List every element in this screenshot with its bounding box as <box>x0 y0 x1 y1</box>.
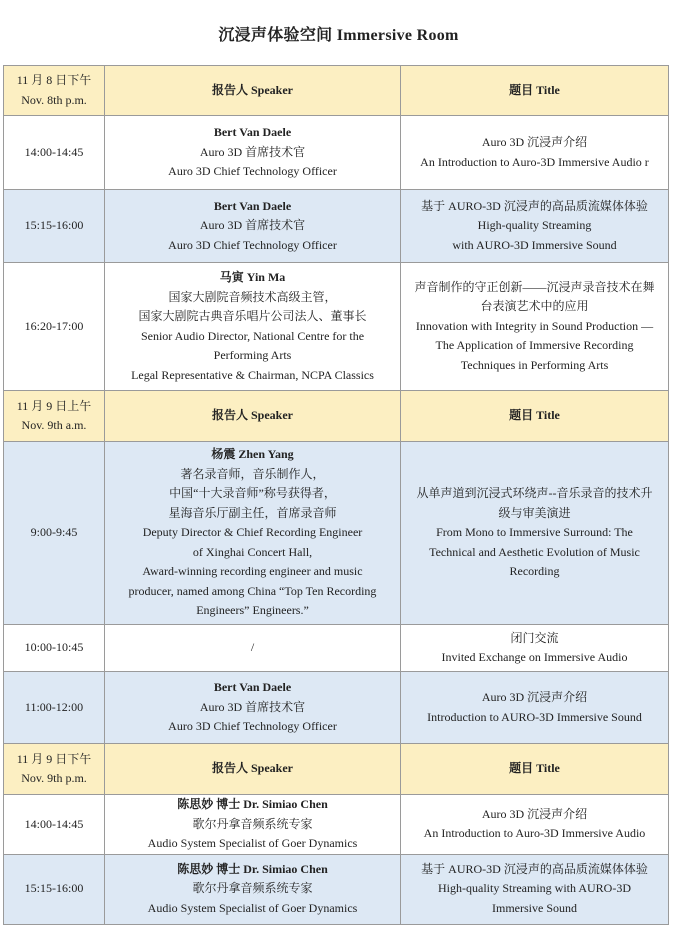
speaker-detail-line: Deputy Director & Chief Recording Engineer <box>142 525 363 540</box>
speaker-detail-line: Auro 3D 首席技术官 <box>199 699 306 714</box>
speaker-name: 陈思妙 博士 Dr. Simiao Chen <box>177 861 328 876</box>
speaker-name: 马寅 Yin Ma <box>219 270 286 284</box>
topic-cell <box>401 795 669 855</box>
topic-line: Recording <box>509 564 560 579</box>
speaker-cell <box>105 854 401 924</box>
topic-cell <box>401 263 669 391</box>
speaker-cell <box>105 672 401 744</box>
topic-cell <box>401 116 669 190</box>
topic-cell <box>401 672 669 744</box>
session-date-cn: 11 月 8 日下午 <box>16 73 92 87</box>
speaker-detail-line: Auro 3D Chief Technology Officer <box>168 237 337 252</box>
session-date-cn: 11 月 9 日上午 <box>16 398 92 413</box>
speaker-detail-line: Engineers” Engineers.” <box>196 603 309 618</box>
time-slot: 15:15-16:00 <box>4 190 105 263</box>
speaker-detail-line: 歌尔丹拿音频系统专家 <box>192 816 313 831</box>
time-slot: 10:00-10:45 <box>4 625 105 672</box>
topic-cell <box>401 190 669 263</box>
speaker-detail-line: Auro 3D 首席技术官 <box>199 144 306 159</box>
speaker-detail-line: Senior Audio Director, National Centre for the <box>140 328 365 343</box>
speaker-cell <box>105 116 401 190</box>
topic-line: Auro 3D 沉浸声介绍 <box>481 690 588 704</box>
session-date-cell <box>4 66 105 116</box>
topic-cell <box>401 442 669 625</box>
speaker-detail-line: 国家大剧院音频技术高级主管， <box>168 289 337 304</box>
speaker-name: Bert Van Daele <box>213 680 292 695</box>
session-date-cn: 11 月 9 日下午 <box>16 751 92 766</box>
schedule-row <box>4 190 669 263</box>
topic-line: 从单声道到沉浸式环绕声--音乐录音的技术升 <box>416 486 653 501</box>
topic-line: Innovation with Integrity in Sound Production — <box>415 318 654 333</box>
topic-line: Invited Exchange on Immersive Audio <box>441 650 628 664</box>
schedule-row <box>4 263 669 391</box>
topic-line: 级与审美演进 <box>498 505 571 520</box>
topic-line: An Introduction to Auro-3D Immersive Audio <box>423 826 646 841</box>
speaker-detail-line: 中国“十大录音师”称号获得者， <box>169 486 336 501</box>
speaker-detail-line: 著名录音师，音乐制作人， <box>180 466 325 481</box>
speaker-detail-line: 歌尔丹拿音频系统专家 <box>192 881 313 896</box>
topic-column-header: 题目 Title <box>401 744 669 795</box>
speaker-name: Bert Van Daele <box>213 125 292 140</box>
topic-line: 基于 AURO-3D 沉浸声的高品质流媒体体验 <box>421 861 648 876</box>
speaker-cell <box>105 190 401 263</box>
topic-line: From Mono to Immersive Surround: The <box>436 525 633 540</box>
session-date-en: Nov. 9th a.m. <box>21 418 87 432</box>
speaker-name: 陈思妙 博士 Dr. Simiao Chen <box>177 797 328 811</box>
topic-line: 声音制作的守正创新——沉浸声录音技术在舞 <box>414 279 655 294</box>
schedule-row <box>4 442 669 625</box>
topic-line: High-quality Streaming <box>477 218 592 233</box>
speaker-detail-line: / <box>250 640 255 655</box>
schedule-row <box>4 672 669 744</box>
schedule-row <box>4 854 669 924</box>
session-date-en: Nov. 8th p.m. <box>21 92 87 107</box>
topic-line: 基于 AURO-3D 沉浸声的高品质流媒体体验 <box>421 198 648 213</box>
topic-line: 闭门交流 <box>510 630 559 645</box>
speaker-name: 杨震 Zhen Yang <box>211 447 294 462</box>
topic-cell <box>401 854 669 924</box>
topic-column-header: 题目 Title <box>401 66 669 116</box>
topic-line: Techniques in Performing Arts <box>460 357 609 372</box>
schedule-row <box>4 116 669 190</box>
speaker-detail-line: Audio System Specialist of Goer Dynamics <box>147 836 358 850</box>
time-slot: 14:00-14:45 <box>4 795 105 855</box>
section-header-row <box>4 66 669 116</box>
speaker-name: Bert Van Daele <box>213 198 292 213</box>
speaker-column-header: 报告人 Speaker <box>105 391 401 442</box>
topic-line: Introduction to AURO-3D Immersive Sound <box>427 709 642 724</box>
topic-line: Auro 3D 沉浸声介绍 <box>481 135 588 149</box>
speaker-detail-line: Auro 3D Chief Technology Officer <box>168 719 337 734</box>
speaker-detail-line: 国家大剧院古典音乐唱片公司法人、董事长 <box>138 309 367 323</box>
speaker-detail-line: Performing Arts <box>213 348 292 362</box>
speaker-cell <box>105 442 401 625</box>
section-header-row <box>4 391 669 442</box>
speaker-detail-line: Legal Representative & Chairman, NCPA Classics <box>131 367 374 382</box>
schedule-row <box>4 625 669 672</box>
topic-line: with AURO-3D Immersive Sound <box>452 237 617 252</box>
speaker-detail-line: Auro 3D 首席技术官 <box>199 218 306 233</box>
topic-cell <box>401 625 669 672</box>
time-slot: 14:00-14:45 <box>4 116 105 190</box>
speaker-detail-line: of Xinghai Concert Hall, <box>192 544 313 559</box>
speaker-cell <box>105 625 401 672</box>
speaker-column-header: 报告人 Speaker <box>105 744 401 795</box>
topic-line: Immersive Sound <box>492 900 577 915</box>
speaker-detail-line: Auro 3D Chief Technology Officer <box>168 164 337 179</box>
speaker-detail-line: Award-winning recording engineer and music <box>142 564 363 579</box>
topic-line: An Introduction to Auro-3D Immersive Audio r <box>420 154 649 169</box>
session-date-en: Nov. 9th p.m. <box>21 771 87 785</box>
schedule-row <box>4 795 669 855</box>
topic-line: 台表演艺术中的应用 <box>480 299 589 314</box>
session-date-cell <box>4 391 105 442</box>
page-title: 沉浸声体验空间 Immersive Room <box>218 27 459 44</box>
time-slot: 16:20-17:00 <box>4 263 105 391</box>
session-date-cell <box>4 744 105 795</box>
topic-column-header: 题目 Title <box>401 391 669 442</box>
topic-line: Auro 3D 沉浸声介绍 <box>481 806 588 821</box>
topic-line: Technical and Aesthetic Evolution of Music <box>429 544 640 559</box>
topic-line: The Application of Immersive Recording <box>435 338 634 353</box>
speaker-detail-line: 星海音乐厅副主任，首席录音师 <box>168 505 337 520</box>
topic-line: High-quality Streaming with AURO-3D <box>438 881 631 896</box>
time-slot: 15:15-16:00 <box>4 854 105 924</box>
speaker-column-header: 报告人 Speaker <box>105 66 401 116</box>
schedule-table <box>3 65 669 925</box>
time-slot: 11:00-12:00 <box>4 672 105 744</box>
speaker-cell <box>105 263 401 391</box>
time-slot: 9:00-9:45 <box>4 442 105 625</box>
speaker-detail-line: producer, named among China “Top Ten Recording <box>128 583 377 598</box>
speaker-detail-line: Audio System Specialist of Goer Dynamics <box>147 900 358 915</box>
section-header-row <box>4 744 669 795</box>
speaker-cell <box>105 795 401 855</box>
